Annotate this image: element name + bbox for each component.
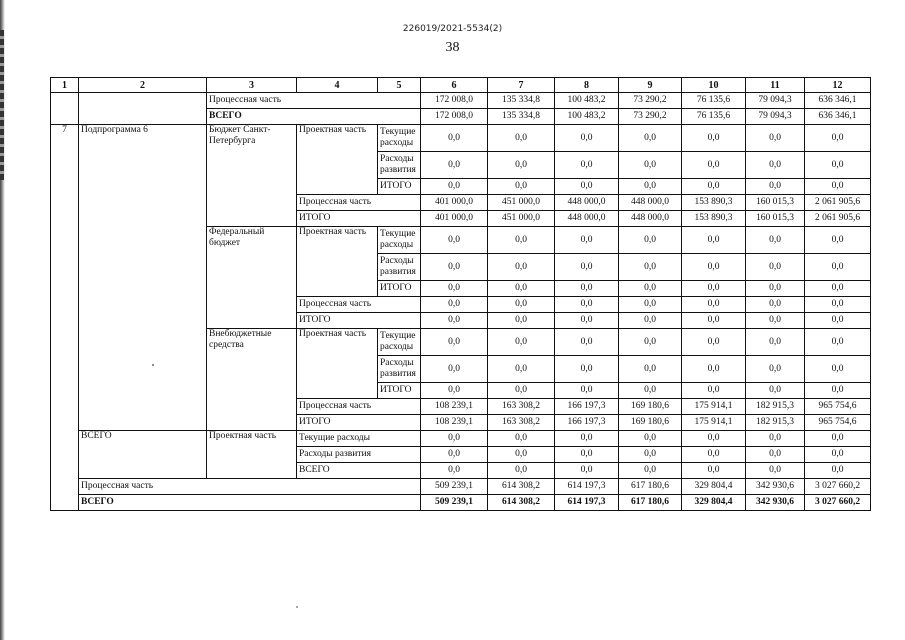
value-cell: 0,0 bbox=[488, 281, 555, 297]
value-cell: 617 180,6 bbox=[619, 479, 682, 495]
value-cell: 100 483,2 bbox=[555, 109, 619, 125]
process-part-label: Процессная часть bbox=[297, 195, 421, 211]
value-cell: 448 000,0 bbox=[555, 195, 619, 211]
value-cell: 153 890,3 bbox=[682, 211, 746, 227]
value-cell: 0,0 bbox=[682, 152, 746, 179]
value-cell: 0,0 bbox=[421, 313, 488, 329]
value-cell: 175 914,1 bbox=[682, 415, 746, 431]
value-cell: 401 000,0 bbox=[421, 211, 488, 227]
column-header: 2 bbox=[79, 78, 207, 93]
value-cell: 617 180,6 bbox=[619, 495, 682, 511]
value-cell: 0,0 bbox=[421, 329, 488, 356]
value-cell: 509 239,1 bbox=[421, 479, 488, 495]
value-cell: 0,0 bbox=[488, 152, 555, 179]
table-row bbox=[51, 93, 871, 109]
value-cell: 135 334,8 bbox=[488, 109, 555, 125]
process-part-label: Процессная часть bbox=[297, 297, 421, 313]
value-cell: 0,0 bbox=[619, 329, 682, 356]
row-label: Процессная часть bbox=[207, 93, 421, 109]
value-cell: 451 000,0 bbox=[488, 195, 555, 211]
value-cell: 329 804,4 bbox=[682, 479, 746, 495]
value-cell: 0,0 bbox=[746, 463, 805, 479]
value-cell: 0,0 bbox=[682, 125, 746, 152]
value-cell: 0,0 bbox=[682, 463, 746, 479]
value-cell: 0,0 bbox=[488, 431, 555, 447]
value-cell: 76 135,6 bbox=[682, 93, 746, 109]
value-cell: 0,0 bbox=[421, 152, 488, 179]
value-cell: 0,0 bbox=[746, 297, 805, 313]
value-cell: 0,0 bbox=[805, 254, 871, 281]
scan-speck bbox=[296, 606, 298, 608]
value-cell: 0,0 bbox=[805, 313, 871, 329]
value-cell: 0,0 bbox=[421, 281, 488, 297]
vsego-label: ВСЕГО bbox=[297, 463, 421, 479]
value-cell: 0,0 bbox=[682, 281, 746, 297]
column-header: 6 bbox=[421, 78, 488, 93]
development-expenses-label: Расходы развития bbox=[297, 447, 421, 463]
value-cell: 76 135,6 bbox=[682, 109, 746, 125]
value-cell: 614 308,2 bbox=[488, 495, 555, 511]
value-cell: 0,0 bbox=[555, 431, 619, 447]
value-cell: 0,0 bbox=[421, 356, 488, 383]
value-cell: 965 754,6 bbox=[805, 415, 871, 431]
value-cell: 0,0 bbox=[619, 179, 682, 195]
value-cell: 0,0 bbox=[619, 431, 682, 447]
value-cell: 169 180,6 bbox=[619, 399, 682, 415]
value-cell: 0,0 bbox=[682, 329, 746, 356]
source-total-label: ИТОГО bbox=[297, 313, 421, 329]
value-cell: 0,0 bbox=[682, 313, 746, 329]
value-cell: 160 015,3 bbox=[746, 195, 805, 211]
value-cell: 0,0 bbox=[805, 179, 871, 195]
value-cell: 108 239,1 bbox=[421, 415, 488, 431]
value-cell: 79 094,3 bbox=[746, 109, 805, 125]
value-cell: 182 915,3 bbox=[746, 415, 805, 431]
value-cell: 0,0 bbox=[555, 281, 619, 297]
value-cell: 0,0 bbox=[619, 447, 682, 463]
header-row bbox=[51, 78, 871, 93]
value-cell: 0,0 bbox=[805, 356, 871, 383]
value-cell: 0,0 bbox=[805, 431, 871, 447]
value-cell: 0,0 bbox=[619, 227, 682, 254]
grand-total-label: ВСЕГО bbox=[79, 431, 207, 479]
value-cell: 0,0 bbox=[619, 254, 682, 281]
value-cell: 0,0 bbox=[805, 383, 871, 399]
value-cell: 0,0 bbox=[682, 447, 746, 463]
process-part-label: Процессная часть bbox=[79, 479, 421, 495]
value-cell: 614 197,3 bbox=[555, 479, 619, 495]
value-cell: 0,0 bbox=[619, 463, 682, 479]
subprogram-name: Подпрограмма 6 bbox=[79, 125, 207, 431]
value-cell: 79 094,3 bbox=[746, 93, 805, 109]
value-cell: 0,0 bbox=[682, 431, 746, 447]
value-cell: 0,0 bbox=[682, 297, 746, 313]
value-cell: 169 180,6 bbox=[619, 415, 682, 431]
development-expenses-label: Расходы развития bbox=[378, 254, 421, 281]
empty-cell bbox=[79, 93, 207, 125]
column-header: 11 bbox=[746, 78, 805, 93]
value-cell: 448 000,0 bbox=[619, 211, 682, 227]
value-cell: 160 015,3 bbox=[746, 211, 805, 227]
value-cell: 0,0 bbox=[746, 254, 805, 281]
value-cell: 3 027 660,2 bbox=[805, 479, 871, 495]
value-cell: 329 804,4 bbox=[682, 495, 746, 511]
column-header: 5 bbox=[378, 78, 421, 93]
value-cell: 0,0 bbox=[805, 463, 871, 479]
value-cell: 0,0 bbox=[555, 447, 619, 463]
value-cell: 401 000,0 bbox=[421, 195, 488, 211]
value-cell: 166 197,3 bbox=[555, 399, 619, 415]
value-cell: 135 334,8 bbox=[488, 93, 555, 109]
column-header: 4 bbox=[297, 78, 378, 93]
value-cell: 448 000,0 bbox=[555, 211, 619, 227]
value-cell: 0,0 bbox=[488, 383, 555, 399]
subprogram-number: 7 bbox=[51, 125, 79, 511]
value-cell: 0,0 bbox=[488, 447, 555, 463]
current-expenses-label: Текущие расходы bbox=[378, 125, 421, 152]
project-part-label: Проектная часть bbox=[297, 227, 378, 297]
value-cell: 0,0 bbox=[805, 297, 871, 313]
value-cell: 0,0 bbox=[421, 431, 488, 447]
value-cell: 509 239,1 bbox=[421, 495, 488, 511]
table-row bbox=[51, 431, 871, 447]
value-cell: 153 890,3 bbox=[682, 195, 746, 211]
value-cell: 0,0 bbox=[555, 179, 619, 195]
value-cell: 172 008,0 bbox=[421, 109, 488, 125]
value-cell: 342 930,6 bbox=[746, 495, 805, 511]
table-row bbox=[51, 125, 871, 152]
value-cell: 965 754,6 bbox=[805, 399, 871, 415]
value-cell: 0,0 bbox=[555, 313, 619, 329]
value-cell: 0,0 bbox=[619, 297, 682, 313]
value-cell: 0,0 bbox=[682, 356, 746, 383]
project-part-label: Проектная часть bbox=[207, 431, 297, 479]
value-cell: 0,0 bbox=[682, 179, 746, 195]
document-reference: 226019/2021-5534(2) bbox=[402, 24, 503, 34]
value-cell: 0,0 bbox=[805, 125, 871, 152]
value-cell: 0,0 bbox=[555, 356, 619, 383]
value-cell: 0,0 bbox=[805, 329, 871, 356]
value-cell: 0,0 bbox=[619, 313, 682, 329]
project-part-label: Проектная часть bbox=[297, 329, 378, 399]
budget-table bbox=[50, 77, 871, 511]
value-cell: 0,0 bbox=[488, 179, 555, 195]
value-cell: 636 346,1 bbox=[805, 93, 871, 109]
value-cell: 172 008,0 bbox=[421, 93, 488, 109]
value-cell: 0,0 bbox=[555, 297, 619, 313]
value-cell: 163 308,2 bbox=[488, 415, 555, 431]
column-header: 7 bbox=[488, 78, 555, 93]
value-cell: 0,0 bbox=[746, 313, 805, 329]
value-cell: 0,0 bbox=[421, 463, 488, 479]
value-cell: 0,0 bbox=[746, 356, 805, 383]
value-cell: 3 027 660,2 bbox=[805, 495, 871, 511]
value-cell: 0,0 bbox=[619, 383, 682, 399]
value-cell: 448 000,0 bbox=[619, 195, 682, 211]
value-cell: 0,0 bbox=[421, 383, 488, 399]
value-cell: 0,0 bbox=[555, 463, 619, 479]
value-cell: 0,0 bbox=[421, 447, 488, 463]
source-name: Бюджет Санкт-Петербурга bbox=[207, 125, 297, 227]
value-cell: 0,0 bbox=[746, 152, 805, 179]
value-cell: 0,0 bbox=[619, 152, 682, 179]
grand-total-row-label: ВСЕГО bbox=[79, 495, 421, 511]
scan-speck bbox=[152, 364, 154, 366]
value-cell: 0,0 bbox=[488, 254, 555, 281]
value-cell: 0,0 bbox=[488, 329, 555, 356]
table-row bbox=[51, 479, 871, 495]
value-cell: 0,0 bbox=[555, 152, 619, 179]
value-cell: 0,0 bbox=[555, 227, 619, 254]
value-cell: 451 000,0 bbox=[488, 211, 555, 227]
value-cell: 166 197,3 bbox=[555, 415, 619, 431]
itogo-label: ИТОГО bbox=[378, 383, 421, 399]
value-cell: 614 197,3 bbox=[555, 495, 619, 511]
current-expenses-label: Текущие расходы bbox=[378, 329, 421, 356]
value-cell: 0,0 bbox=[805, 281, 871, 297]
page-number: 38 bbox=[445, 40, 460, 55]
value-cell: 0,0 bbox=[746, 179, 805, 195]
value-cell: 2 061 905,6 bbox=[805, 211, 871, 227]
value-cell: 0,0 bbox=[555, 383, 619, 399]
value-cell: 0,0 bbox=[555, 329, 619, 356]
table-row bbox=[51, 495, 871, 511]
value-cell: 163 308,2 bbox=[488, 399, 555, 415]
empty-cell bbox=[51, 93, 79, 125]
table-body bbox=[51, 78, 871, 511]
value-cell: 0,0 bbox=[488, 356, 555, 383]
value-cell: 0,0 bbox=[619, 356, 682, 383]
value-cell: 0,0 bbox=[682, 383, 746, 399]
itogo-label: ИТОГО bbox=[378, 281, 421, 297]
itogo-label: ИТОГО bbox=[378, 179, 421, 195]
value-cell: 342 930,6 bbox=[746, 479, 805, 495]
current-expenses-label: Текущие расходы bbox=[378, 227, 421, 254]
value-cell: 2 061 905,6 bbox=[805, 195, 871, 211]
development-expenses-label: Расходы развития bbox=[378, 152, 421, 179]
value-cell: 0,0 bbox=[746, 329, 805, 356]
value-cell: 0,0 bbox=[488, 297, 555, 313]
value-cell: 0,0 bbox=[746, 431, 805, 447]
value-cell: 0,0 bbox=[488, 463, 555, 479]
row-label: ВСЕГО bbox=[207, 109, 421, 125]
value-cell: 0,0 bbox=[555, 254, 619, 281]
value-cell: 0,0 bbox=[805, 447, 871, 463]
value-cell: 100 483,2 bbox=[555, 93, 619, 109]
value-cell: 0,0 bbox=[746, 383, 805, 399]
value-cell: 0,0 bbox=[421, 297, 488, 313]
source-name: Федеральный бюджет bbox=[207, 227, 297, 329]
column-header: 12 bbox=[805, 78, 871, 93]
value-cell: 0,0 bbox=[805, 152, 871, 179]
value-cell: 182 915,3 bbox=[746, 399, 805, 415]
value-cell: 0,0 bbox=[488, 125, 555, 152]
current-expenses-label: Текущие расходы bbox=[297, 431, 421, 447]
column-header: 8 bbox=[555, 78, 619, 93]
development-expenses-label: Расходы развития bbox=[378, 356, 421, 383]
value-cell: 0,0 bbox=[746, 447, 805, 463]
value-cell: 73 290,2 bbox=[619, 109, 682, 125]
value-cell: 0,0 bbox=[746, 125, 805, 152]
value-cell: 0,0 bbox=[682, 254, 746, 281]
process-part-label: Процессная часть bbox=[297, 399, 421, 415]
source-name: Внебюджетные средства bbox=[207, 329, 297, 431]
value-cell: 0,0 bbox=[421, 254, 488, 281]
value-cell: 0,0 bbox=[746, 227, 805, 254]
value-cell: 108 239,1 bbox=[421, 399, 488, 415]
value-cell: 0,0 bbox=[805, 227, 871, 254]
column-header: 1 bbox=[51, 78, 79, 93]
value-cell: 0,0 bbox=[555, 125, 619, 152]
column-header: 10 bbox=[682, 78, 746, 93]
value-cell: 0,0 bbox=[619, 125, 682, 152]
value-cell: 614 308,2 bbox=[488, 479, 555, 495]
source-total-label: ИТОГО bbox=[297, 211, 421, 227]
value-cell: 0,0 bbox=[682, 227, 746, 254]
value-cell: 175 914,1 bbox=[682, 399, 746, 415]
column-header: 9 bbox=[619, 78, 682, 93]
value-cell: 0,0 bbox=[421, 179, 488, 195]
value-cell: 73 290,2 bbox=[619, 93, 682, 109]
column-header: 3 bbox=[207, 78, 297, 93]
value-cell: 0,0 bbox=[488, 313, 555, 329]
value-cell: 0,0 bbox=[421, 227, 488, 254]
value-cell: 0,0 bbox=[421, 125, 488, 152]
source-total-label: ИТОГО bbox=[297, 415, 421, 431]
project-part-label: Проектная часть bbox=[297, 125, 378, 195]
value-cell: 636 346,1 bbox=[805, 109, 871, 125]
value-cell: 0,0 bbox=[619, 281, 682, 297]
value-cell: 0,0 bbox=[746, 281, 805, 297]
value-cell: 0,0 bbox=[488, 227, 555, 254]
